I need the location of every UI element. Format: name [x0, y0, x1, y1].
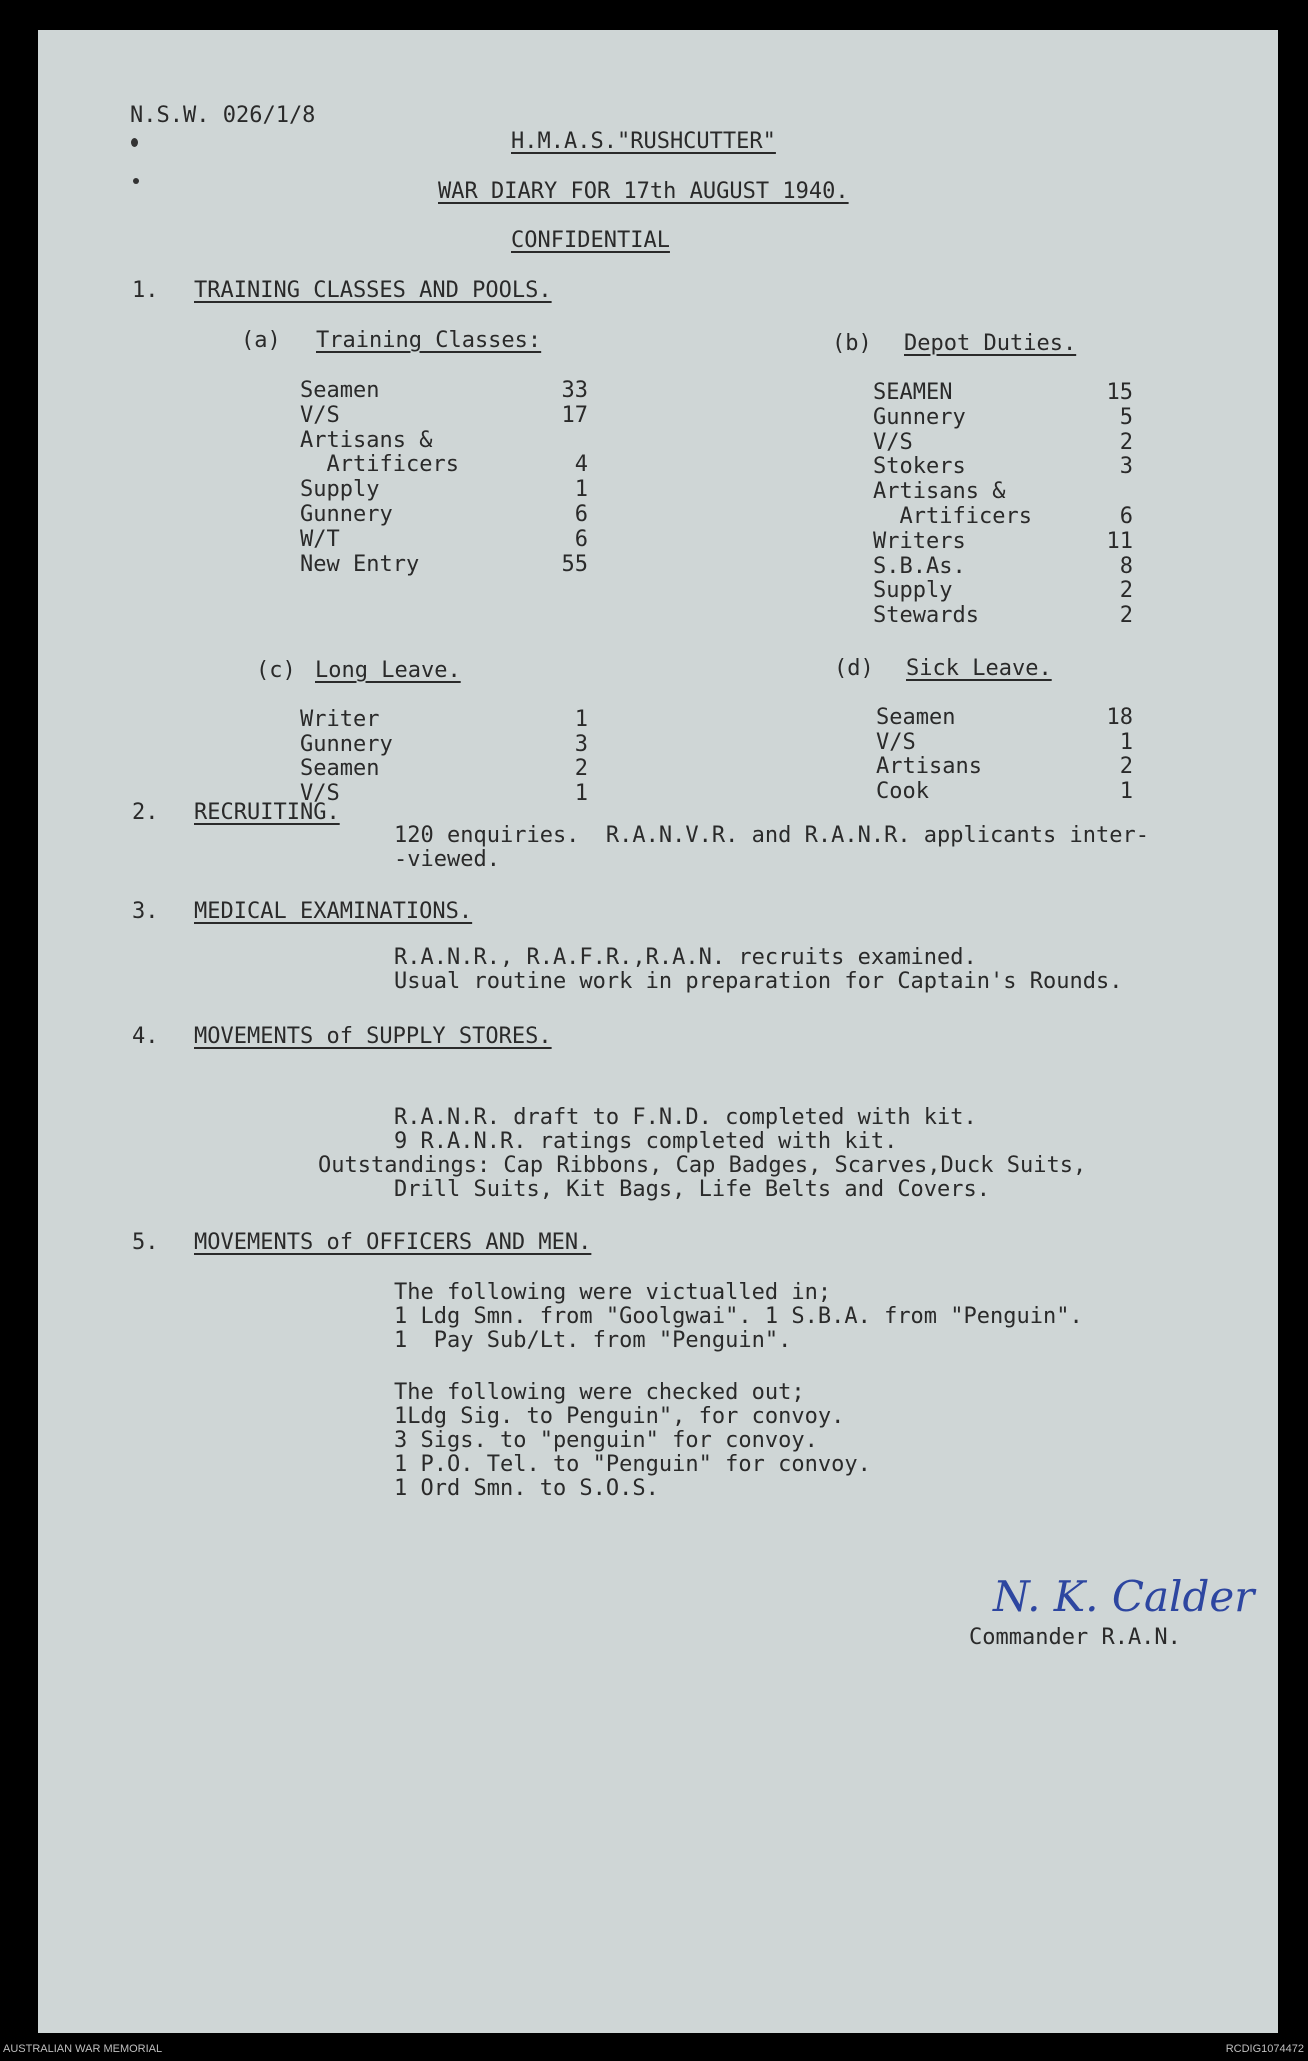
list-item-value: 2	[1119, 603, 1133, 629]
list-item-label: Cook	[876, 778, 929, 804]
punch-mark	[133, 178, 139, 184]
list-item-label: Seamen	[876, 705, 956, 730]
list-item-value: 6	[574, 526, 588, 552]
victualled-in-text: 1 Pay Sub/Lt. from "Penguin".	[394, 1328, 792, 1353]
list-item-label: Stewards	[873, 603, 979, 629]
subsection-title: Sick Leave.	[906, 656, 1052, 681]
list-item-value: 3	[574, 731, 588, 757]
list-item-label: V/S	[300, 780, 340, 806]
list-item-value: 2	[1119, 578, 1133, 604]
checked-out-text: 3 Sigs. to "penguin" for convoy.	[394, 1428, 818, 1453]
list-item-value: 1	[574, 477, 588, 503]
list-item-value: 2	[574, 756, 588, 781]
checked-out-text: 1 Ord Smn. to S.O.S.	[394, 1476, 659, 1501]
list-item-value: 3	[1119, 454, 1133, 480]
list-item-label: Artificers	[873, 504, 1032, 529]
list-item-label: Gunnery	[300, 731, 393, 757]
list-item-label: Seamen	[300, 756, 380, 781]
list-item-label: Writer	[300, 707, 380, 732]
list-item-value: 4	[574, 452, 588, 478]
list-item-value: 1	[1119, 778, 1133, 804]
list-item-label: Writers	[873, 528, 966, 554]
list-item-label: V/S	[300, 402, 340, 428]
list-item-value: 11	[1106, 528, 1133, 554]
section-text: -viewed.	[394, 847, 500, 872]
section-text: Usual routine work in preparation for Captain's Rounds.	[394, 969, 1123, 994]
signatory-title: Commander R.A.N.	[969, 1625, 1181, 1650]
section-number: 4.	[132, 1024, 159, 1049]
section-number: 3.	[132, 899, 159, 924]
section-text: Outstandings: Cap Ribbons, Cap Badges, Scarves,Duck Suits,	[318, 1153, 1087, 1178]
section-heading: MOVEMENTS of SUPPLY STORES.	[194, 1024, 552, 1049]
list-item-label: V/S	[873, 429, 913, 455]
section-number: 2.	[132, 800, 159, 825]
list-item-label: Supply	[300, 477, 380, 503]
section-text: R.A.N.R., R.A.F.R.,R.A.N. recruits examined.	[394, 945, 977, 970]
list-item-value: 55	[561, 551, 588, 577]
section-text: 9 R.A.N.R. ratings completed with kit.	[394, 1129, 898, 1154]
section-heading: MOVEMENTS of OFFICERS AND MEN.	[194, 1230, 592, 1255]
section-heading: TRAINING CLASSES AND POOLS.	[194, 278, 552, 303]
subsection-title: Long Leave.	[315, 658, 461, 683]
list-item-label: V/S	[876, 729, 916, 755]
section-text: 120 enquiries. R.A.N.V.R. and R.A.N.R. applicants inter-	[394, 823, 1149, 848]
subsection-title: Depot Duties.	[904, 331, 1077, 356]
section-number: 1.	[132, 278, 159, 303]
checked-out-text: The following were checked out;	[394, 1380, 805, 1405]
list-item-value: 1	[574, 780, 588, 806]
list-item-label: W/T	[300, 526, 340, 552]
section-text: Drill Suits, Kit Bags, Life Belts and Covers.	[394, 1177, 991, 1202]
list-item-value: 1	[574, 707, 588, 732]
list-item-label: Gunnery	[873, 404, 966, 430]
list-item-value: 2	[1119, 429, 1133, 455]
ship-name: H.M.A.S."RUSHCUTTER"	[511, 129, 776, 154]
list-item-label: SEAMEN	[873, 380, 953, 405]
handwritten-signature: N. K. Calder	[993, 1572, 1255, 1621]
section-text: R.A.N.R. draft to F.N.D. completed with kit.	[394, 1105, 977, 1130]
list-item-value: 5	[1119, 404, 1133, 430]
list-item-label: S.B.As.	[873, 553, 966, 579]
list-item-value: 8	[1119, 553, 1133, 579]
victualled-in-text: The following were victualled in;	[394, 1280, 832, 1305]
section-heading: RECRUITING.	[194, 800, 340, 825]
victualled-in-text: 1 Ldg Smn. from "Goolgwai". 1 S.B.A. from "Penguin".	[394, 1304, 1083, 1329]
classification: CONFIDENTIAL	[511, 228, 670, 253]
list-item-label: Artisans	[876, 754, 982, 779]
footer-archive-name: AUSTRALIAN WAR MEMORIAL	[3, 2043, 163, 2055]
list-item-value: 2	[1119, 754, 1133, 779]
list-item-label: Artisans &	[873, 479, 1006, 505]
footer-record-id: RCDIG1074472	[1225, 2043, 1304, 2055]
list-item-label: Seamen	[300, 378, 380, 403]
checked-out-text: 1 P.O. Tel. to "Penguin" for convoy.	[394, 1452, 871, 1477]
subsection-title: Training Classes:	[316, 328, 542, 353]
checked-out-text: 1Ldg Sig. to Penguin", for convoy.	[394, 1404, 845, 1429]
section-heading: MEDICAL EXAMINATIONS.	[194, 899, 473, 924]
file-reference: N.S.W. 026/1/8	[130, 103, 316, 128]
subsection-label: (a)	[241, 328, 281, 353]
list-item-label: Gunnery	[300, 502, 393, 527]
list-item-label: Artificers	[300, 452, 459, 478]
list-item-value: 18	[1106, 705, 1133, 730]
list-item-label: Stokers	[873, 454, 966, 480]
subsection-label: (b)	[832, 331, 872, 356]
list-item-value: 6	[574, 502, 588, 527]
list-item-value: 33	[561, 378, 588, 403]
list-item-value: 15	[1106, 380, 1133, 405]
list-item-value: 1	[1119, 729, 1133, 755]
list-item-value: 6	[1119, 504, 1133, 529]
list-item-value: 17	[561, 402, 588, 428]
section-number: 5.	[132, 1230, 159, 1255]
subsection-label: (d)	[834, 656, 874, 681]
subsection-label: (c)	[256, 658, 296, 683]
list-item-label: Artisans &	[300, 427, 433, 453]
list-item-label: New Entry	[300, 551, 420, 577]
list-item-label: Supply	[873, 578, 953, 604]
punch-mark	[131, 138, 138, 147]
document-page	[38, 30, 1278, 2033]
document-title: WAR DIARY FOR 17th AUGUST 1940.	[438, 179, 849, 204]
